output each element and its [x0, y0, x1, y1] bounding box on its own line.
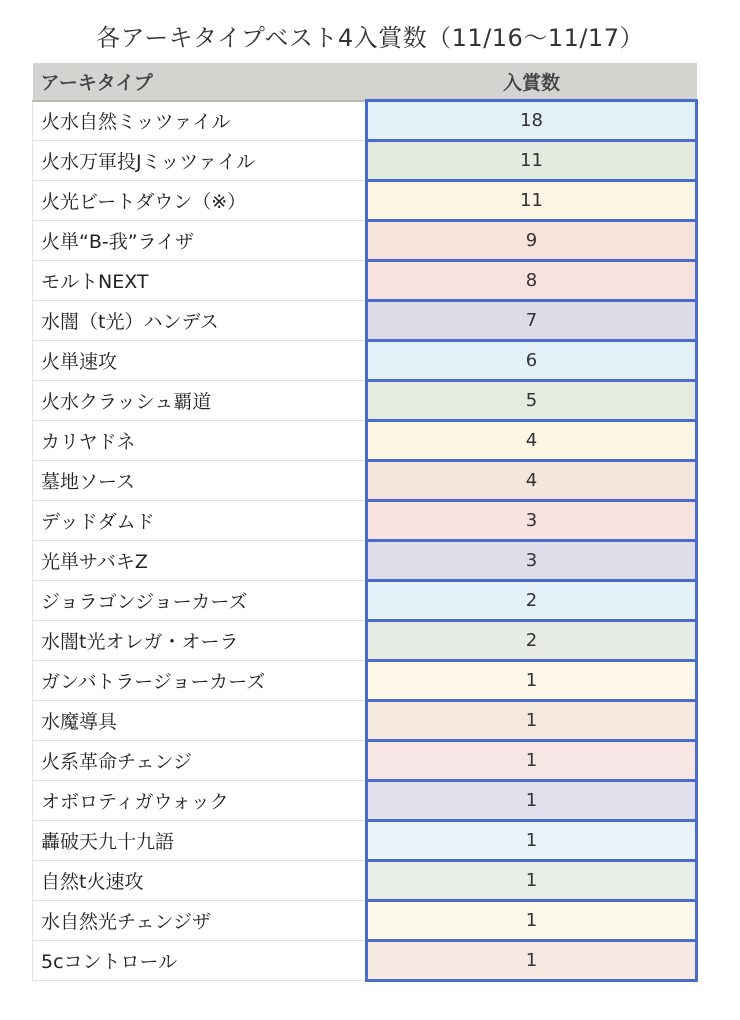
award-count: 11: [367, 181, 697, 221]
award-count: 1: [367, 901, 697, 941]
archetype-name: 水魔導具: [33, 701, 367, 741]
table-row: [33, 301, 697, 341]
table-row: [33, 421, 697, 461]
table-row: [33, 261, 697, 301]
award-count: 7: [367, 301, 697, 341]
table-row: [33, 741, 697, 781]
award-count: 5: [367, 381, 697, 421]
archetype-name: 火光ビートダウン（※）: [33, 181, 367, 221]
table-row: [33, 221, 697, 261]
award-count: 1: [367, 941, 697, 981]
header-count: 入賞数: [367, 63, 697, 101]
archetype-name: 火単“B-我”ライザ: [33, 221, 367, 261]
archetype-name: 水闇（t光）ハンデス: [33, 301, 367, 341]
table-row: [33, 581, 697, 621]
award-count: 1: [367, 741, 697, 781]
archetype-name: 轟破天九十九語: [33, 821, 367, 861]
table-row: [33, 341, 697, 381]
archetype-name: オボロティガウォック: [33, 781, 367, 821]
award-count: 3: [367, 501, 697, 541]
table-row: [33, 941, 697, 981]
archetype-ranking-table: [32, 63, 698, 982]
table-row: [33, 661, 697, 701]
award-count: 1: [367, 861, 697, 901]
archetype-name: 5cコントロール: [33, 941, 367, 981]
header-archetype: アーキタイプ: [33, 63, 367, 101]
archetype-name: 火水万軍投Jミッツァイル: [33, 141, 367, 181]
archetype-name: デッドダムド: [33, 501, 367, 541]
award-count: 2: [367, 621, 697, 661]
award-count: 6: [367, 341, 697, 381]
table-row: [33, 501, 697, 541]
award-count: 3: [367, 541, 697, 581]
table-row: [33, 701, 697, 741]
archetype-name: ガンバトラージョーカーズ: [33, 661, 367, 701]
award-count: 8: [367, 261, 697, 301]
archetype-name: 自然t火速攻: [33, 861, 367, 901]
archetype-name: 火水自然ミッツァイル: [33, 101, 367, 141]
archetype-name: ジョラゴンジョーカーズ: [33, 581, 367, 621]
award-count: 4: [367, 461, 697, 501]
table-row: [33, 141, 697, 181]
archetype-name: カリヤドネ: [33, 421, 367, 461]
archetype-name: 火水クラッシュ覇道: [33, 381, 367, 421]
table-row: [33, 101, 697, 141]
award-count: 1: [367, 781, 697, 821]
table-row: [33, 461, 697, 501]
table-row: [33, 381, 697, 421]
table-header-row: [33, 63, 697, 101]
archetype-name: 光単サバキZ: [33, 541, 367, 581]
award-count: 4: [367, 421, 697, 461]
table-row: [33, 541, 697, 581]
archetype-name: 水闇t光オレガ・オーラ: [33, 621, 367, 661]
award-count: 2: [367, 581, 697, 621]
award-count: 1: [367, 701, 697, 741]
archetype-name: 火系革命チェンジ: [33, 741, 367, 781]
archetype-name: 火単速攻: [33, 341, 367, 381]
table-row: [33, 861, 697, 901]
table-row: [33, 621, 697, 661]
table-body: [33, 101, 697, 981]
table-row: [33, 901, 697, 941]
table-row: [33, 821, 697, 861]
award-count: 1: [367, 821, 697, 861]
archetype-name: モルトNEXT: [33, 261, 367, 301]
award-count: 11: [367, 141, 697, 181]
award-count: 9: [367, 221, 697, 261]
archetype-name: 墓地ソース: [33, 461, 367, 501]
table-row: [33, 781, 697, 821]
award-count: 1: [367, 661, 697, 701]
page-title: 各アーキタイプベスト4入賞数（11/16〜11/17）: [96, 24, 644, 52]
table-row: [33, 181, 697, 221]
archetype-name: 水自然光チェンジザ: [33, 901, 367, 941]
award-count: 18: [367, 101, 697, 141]
